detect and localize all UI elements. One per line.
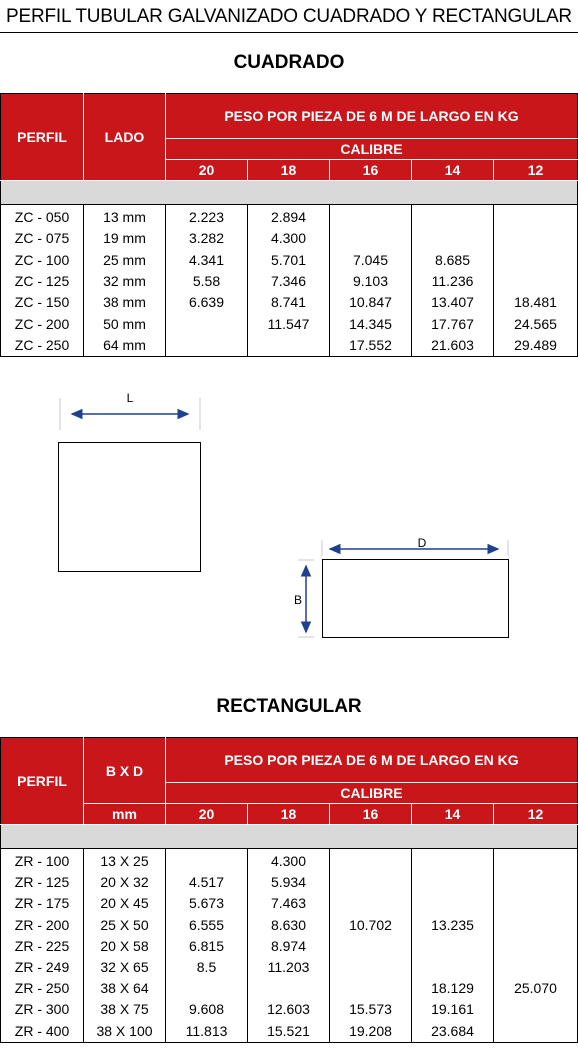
weight-cell: 17.552 [330, 335, 412, 357]
weight-cell [494, 205, 578, 229]
page-title: PERFIL TUBULAR GALVANIZADO CUADRADO Y RECTANGULAR [0, 0, 578, 33]
perfil-code-cell: ZR - 400 [1, 1021, 84, 1043]
weight-cell [412, 936, 494, 957]
separator-row [1, 181, 578, 205]
dimension-cell: 19 mm [84, 228, 166, 249]
weight-cell: 5.701 [248, 250, 330, 271]
table-row [1, 957, 578, 978]
table-row [1, 205, 578, 229]
weight-cell: 4.341 [166, 250, 248, 271]
weight-cell: 21.603 [412, 335, 494, 357]
weight-cell: 2.894 [248, 205, 330, 229]
weight-cell: 7.463 [248, 893, 330, 914]
weight-cell [494, 936, 578, 957]
table-row [1, 936, 578, 957]
weight-cell: 5.58 [166, 271, 248, 292]
perfil-code-cell: ZR - 125 [1, 872, 84, 893]
table-row [1, 335, 578, 357]
weight-cell: 11.813 [166, 1021, 248, 1043]
cuadrado-body [1, 205, 578, 357]
weight-cell: 11.203 [248, 957, 330, 978]
weight-cell: 17.767 [412, 313, 494, 334]
header-calibre-value: 18 [248, 804, 330, 825]
weight-cell: 7.346 [248, 271, 330, 292]
cuadrado-table [0, 93, 578, 357]
weight-cell: 10.702 [330, 915, 412, 936]
perfil-code-cell: ZC - 250 [1, 335, 84, 357]
weight-cell: 9.103 [330, 271, 412, 292]
rectangular-table [0, 737, 578, 1043]
weight-cell [166, 313, 248, 334]
dimension-cell: 13 mm [84, 205, 166, 229]
weight-cell: 15.573 [330, 999, 412, 1020]
header-unit: mm [84, 804, 166, 825]
weight-cell: 8.741 [248, 292, 330, 313]
weight-cell: 6.815 [166, 936, 248, 957]
weight-cell [494, 228, 578, 249]
perfil-code-cell: ZR - 300 [1, 999, 84, 1020]
weight-cell [412, 957, 494, 978]
weight-cell: 14.345 [330, 313, 412, 334]
header-calibre: CALIBRE [166, 139, 578, 160]
weight-cell [412, 205, 494, 229]
weight-cell [412, 849, 494, 873]
table-row [1, 872, 578, 893]
weight-cell: 4.300 [248, 849, 330, 873]
weight-cell: 11.236 [412, 271, 494, 292]
weight-cell [330, 872, 412, 893]
weight-cell [494, 915, 578, 936]
table-row [1, 915, 578, 936]
header-calibre-value: 20 [166, 160, 248, 181]
weight-cell: 19.161 [412, 999, 494, 1020]
header-calibre-value: 14 [412, 160, 494, 181]
weight-cell [494, 849, 578, 873]
square-profile-shape [59, 398, 201, 572]
weight-cell: 8.5 [166, 957, 248, 978]
weight-cell: 4.300 [248, 228, 330, 249]
header-calibre-value: 18 [248, 160, 330, 181]
dimension-cell: 50 mm [84, 313, 166, 334]
dimension-cell: 20 X 32 [84, 872, 166, 893]
weight-cell [412, 228, 494, 249]
weight-cell: 8.974 [248, 936, 330, 957]
weight-cell [166, 978, 248, 999]
perfil-code-cell: ZR - 100 [1, 849, 84, 873]
section-title-rectangular: RECTANGULAR [216, 696, 362, 717]
weight-cell: 3.282 [166, 228, 248, 249]
header-perfil: PERFIL [1, 738, 84, 825]
weight-cell [494, 1021, 578, 1043]
table-row [1, 978, 578, 999]
dimension-cell: 20 X 45 [84, 893, 166, 914]
weight-cell [330, 205, 412, 229]
weight-cell [330, 978, 412, 999]
weight-cell: 5.934 [248, 872, 330, 893]
weight-cell: 5.673 [166, 893, 248, 914]
square-side-label: L [126, 391, 134, 405]
rect-height-label: B [293, 593, 303, 607]
weight-cell [494, 250, 578, 271]
weight-cell [248, 335, 330, 357]
weight-cell [494, 893, 578, 914]
weight-cell: 11.547 [248, 313, 330, 334]
weight-cell: 24.565 [494, 313, 578, 334]
header-calibre-value: 16 [330, 160, 412, 181]
header-calibre-value: 12 [494, 160, 578, 181]
dimension-cell: 38 X 64 [84, 978, 166, 999]
rectangular-profile-shape [298, 540, 509, 638]
weight-cell: 19.208 [330, 1021, 412, 1043]
weight-cell: 29.489 [494, 335, 578, 357]
section-title-cuadrado: CUADRADO [233, 52, 345, 73]
weight-cell: 13.407 [412, 292, 494, 313]
perfil-code-cell: ZC - 075 [1, 228, 84, 249]
dimension-cell: 25 X 50 [84, 915, 166, 936]
header-lado: LADO [84, 94, 166, 181]
weight-cell: 8.630 [248, 915, 330, 936]
weight-cell [494, 957, 578, 978]
perfil-code-cell: ZR - 249 [1, 957, 84, 978]
weight-cell: 7.045 [330, 250, 412, 271]
table-row [1, 893, 578, 914]
weight-cell [330, 849, 412, 873]
rect-width-label: D [417, 536, 427, 550]
table-row [1, 999, 578, 1020]
dimension-cell: 38 mm [84, 292, 166, 313]
dimension-cell: 64 mm [84, 335, 166, 357]
header-peso: PESO POR PIEZA DE 6 M DE LARGO EN KG [166, 94, 578, 139]
weight-cell: 4.517 [166, 872, 248, 893]
weight-cell: 15.521 [248, 1021, 330, 1043]
table-row [1, 250, 578, 271]
table-row [1, 292, 578, 313]
weight-cell [330, 957, 412, 978]
weight-cell [248, 978, 330, 999]
dimension-cell: 38 X 100 [84, 1021, 166, 1043]
weight-cell: 25.070 [494, 978, 578, 999]
weight-cell [330, 228, 412, 249]
weight-cell: 6.555 [166, 915, 248, 936]
weight-cell: 12.603 [248, 999, 330, 1020]
dimension-cell: 38 X 75 [84, 999, 166, 1020]
dimension-cell: 25 mm [84, 250, 166, 271]
perfil-code-cell: ZC - 100 [1, 250, 84, 271]
weight-cell [494, 999, 578, 1020]
profile-diagram [0, 380, 578, 650]
rectangular-body [1, 849, 578, 1043]
header-calibre-value: 20 [166, 804, 248, 825]
header-calibre-value: 16 [330, 804, 412, 825]
perfil-code-cell: ZR - 175 [1, 893, 84, 914]
table-row [1, 849, 578, 873]
weight-cell [166, 849, 248, 873]
weight-cell: 9.608 [166, 999, 248, 1020]
weight-cell: 2.223 [166, 205, 248, 229]
weight-cell [412, 893, 494, 914]
header-perfil: PERFIL [1, 94, 84, 181]
header-calibre-value: 14 [412, 804, 494, 825]
weight-cell: 8.685 [412, 250, 494, 271]
weight-cell [330, 893, 412, 914]
header-peso: PESO POR PIEZA DE 6 M DE LARGO EN KG [166, 738, 578, 783]
perfil-code-cell: ZR - 250 [1, 978, 84, 999]
weight-cell: 18.129 [412, 978, 494, 999]
header-calibre-value: 12 [494, 804, 578, 825]
weight-cell: 23.684 [412, 1021, 494, 1043]
weight-cell [494, 872, 578, 893]
header-calibre: CALIBRE [166, 783, 578, 804]
weight-cell [494, 271, 578, 292]
weight-cell: 18.481 [494, 292, 578, 313]
perfil-code-cell: ZR - 225 [1, 936, 84, 957]
perfil-code-cell: ZC - 150 [1, 292, 84, 313]
table-row [1, 313, 578, 334]
weight-cell [166, 335, 248, 357]
table-row [1, 228, 578, 249]
weight-cell [412, 872, 494, 893]
dimension-cell: 13 X 25 [84, 849, 166, 873]
separator-row [1, 825, 578, 849]
perfil-code-cell: ZR - 200 [1, 915, 84, 936]
table-row [1, 271, 578, 292]
dimension-cell: 32 mm [84, 271, 166, 292]
table-row [1, 1021, 578, 1043]
weight-cell: 6.639 [166, 292, 248, 313]
weight-cell: 10.847 [330, 292, 412, 313]
perfil-code-cell: ZC - 125 [1, 271, 84, 292]
perfil-code-cell: ZC - 050 [1, 205, 84, 229]
header-bxd: B X D [84, 738, 166, 804]
weight-cell: 13.235 [412, 915, 494, 936]
dimension-cell: 32 X 65 [84, 957, 166, 978]
weight-cell [330, 936, 412, 957]
dimension-cell: 20 X 58 [84, 936, 166, 957]
perfil-code-cell: ZC - 200 [1, 313, 84, 334]
